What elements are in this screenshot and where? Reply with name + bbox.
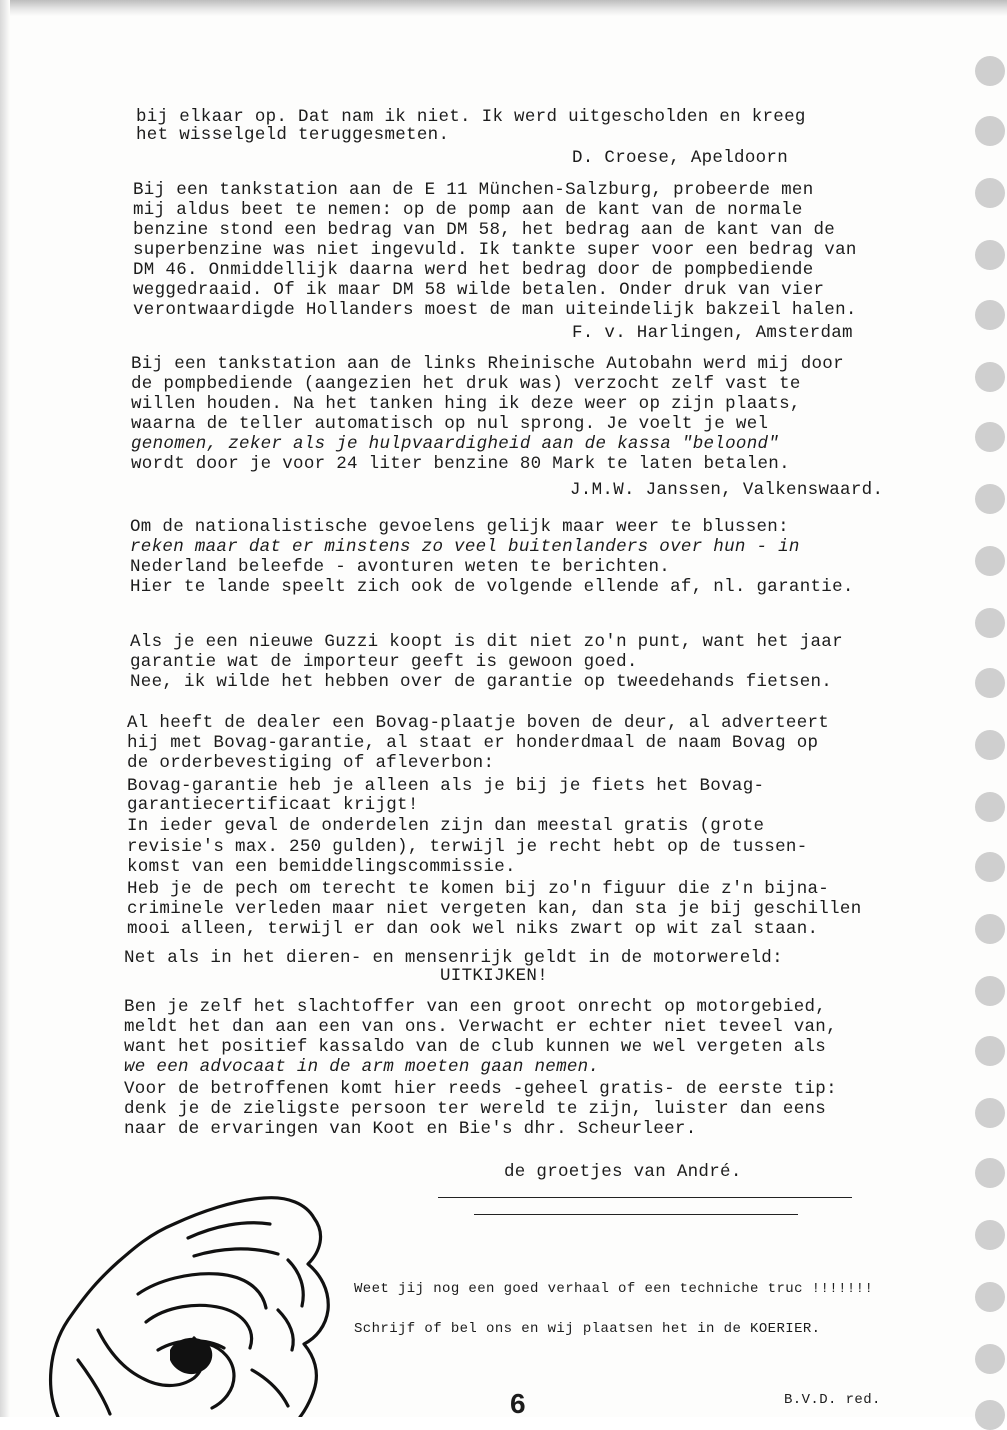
letter-signature: D. Croese, Apeldoorn (572, 148, 789, 168)
binder-hole (975, 1220, 1005, 1250)
text-line: Als je een nieuwe Guzzi koopt is dit niet zo'n punt, want het jaar (130, 632, 843, 652)
page-number: 6 (510, 1388, 526, 1419)
binder-hole (975, 300, 1005, 330)
text-line: meldt het dan aan een van ons. Verwacht er echter niet teveel van, (124, 1017, 837, 1037)
text-line: Voor de betroffenen komt hier reeds -geheel gratis- de eerste tip: (124, 1079, 837, 1099)
text-line: Al heeft de dealer een Bovag-plaatje boven de deur, al adverteert (127, 713, 830, 733)
text-line: Bij een tankstation aan de links Rheinische Autobahn werd mij door (131, 354, 844, 374)
binder-hole (975, 852, 1005, 882)
binder-hole (975, 976, 1005, 1006)
text-line: de pompbediende (aangezien het druk was) verzocht zelf vast te (131, 374, 801, 394)
text-line: revisie's max. 250 gulden), terwijl je recht hebt op de tussen- (127, 837, 808, 857)
text-line: bij elkaar op. Dat nam ik niet. Ik werd uitgescholden en kreeg (136, 107, 806, 127)
pointing-fist-illustration (38, 1190, 358, 1417)
binder-hole (975, 240, 1005, 270)
binder-hole (975, 1282, 1005, 1312)
binder-hole (975, 668, 1005, 698)
text-line: Nee, ik wilde het hebben over de garantie op tweedehands fietsen. (130, 672, 833, 692)
letter-signature: F. v. Harlingen, Amsterdam (572, 323, 853, 343)
text-line: want het positief kassaldo van de club kunnen we wel vergeten als (124, 1037, 827, 1057)
text-line: In ieder geval de onderdelen zijn dan meestal gratis (grote (127, 816, 765, 836)
binder-hole (975, 546, 1005, 576)
text-line: Bovag-garantie heb je alleen als je bij je fiets het Bovag- (127, 776, 765, 796)
binder-hole (975, 792, 1005, 822)
binder-hole (975, 362, 1005, 392)
text-line: Bij een tankstation aan de E 11 München-Salzburg, probeerde men (133, 180, 814, 200)
text-line: verontwaardigde Hollanders moest de man uiteindelijk bakzeil halen. (133, 300, 857, 320)
binder-hole (975, 1036, 1005, 1066)
letter-signature: J.M.W. Janssen, Valkenswaard. (570, 480, 884, 500)
text-line: Ben je zelf het slachtoffer van een groot onrecht op motorgebied, (124, 997, 827, 1017)
text-line: hij met Bovag-garantie, al staat er honderdmaal de naam Bovag op (127, 733, 819, 753)
text-line: wordt door je voor 24 liter benzine 80 Mark te laten betalen. (131, 454, 790, 474)
binder-hole (975, 1400, 1005, 1430)
callout-text: Schrijf of bel ons en wij plaatsen het in de KOERIER. (354, 1321, 821, 1337)
closing-signature: de groetjes van André. (504, 1162, 742, 1182)
text-line: komst van een bemiddelingscommissie. (127, 857, 516, 877)
scan-top-edge (0, 0, 1007, 16)
divider-line (438, 1197, 852, 1198)
text-line: naar de ervaringen van Koot en Bie's dhr. Scheurleer. (124, 1119, 697, 1139)
text-line: de orderbevestiging of afleverbon: (127, 753, 495, 773)
text-line: Heb je de pech om terecht te komen bij zo'n figuur die z'n bijna- (127, 879, 830, 899)
text-line: genomen, zeker als je hulpvaardigheid aan de kassa "beloond" (131, 434, 780, 454)
scan-left-edge (0, 0, 10, 1417)
callout-text: Weet jij nog een goed verhaal of een techniche truc !!!!!!! (354, 1281, 874, 1297)
text-line: weggedraaid. Of ik maar DM 58 wilde betalen. Onder druk van vier (133, 280, 825, 300)
binder-hole (975, 1344, 1005, 1374)
text-line: DM 46. Onmiddellijk daarna werd het bedrag door de pompbediende (133, 260, 814, 280)
divider-line (474, 1214, 798, 1215)
binder-hole (975, 56, 1005, 86)
text-line: het wisselgeld teruggesmeten. (136, 125, 450, 145)
binder-hole (975, 484, 1005, 514)
text-line: reken maar dat er minstens zo veel buitenlanders over hun - in (130, 537, 800, 557)
binder-hole (975, 730, 1005, 760)
binder-hole (975, 608, 1005, 638)
text-line: Om de nationalistische gevoelens gelijk maar weer te blussen: (130, 517, 789, 537)
editor-credit: B.V.D. red. (784, 1392, 881, 1408)
binder-hole (975, 178, 1005, 208)
binder-hole (975, 1158, 1005, 1188)
binder-hole (975, 1098, 1005, 1128)
text-line: criminele verleden maar niet vergeten kan, dan sta je bij geschillen (127, 899, 862, 919)
text-line: Nederland beleefde - avonturen weten te berichten. (130, 557, 671, 577)
text-line: superbenzine was niet ingevuld. Ik tankte super voor een bedrag van (133, 240, 857, 260)
binder-hole (975, 422, 1005, 452)
text-line: Hier te lande speelt zich ook de volgende ellende af, nl. garantie. (130, 577, 854, 597)
binder-hole (975, 914, 1005, 944)
text-line: garantiecertificaat krijgt! (127, 795, 419, 815)
text-line: garantie wat de importeur geeft is gewoon goed. (130, 652, 638, 672)
text-line: Net als in het dieren- en mensenrijk geldt in de motorwereld: (124, 948, 783, 968)
text-line: we een advocaat in de arm moeten gaan nemen. (124, 1057, 600, 1077)
binder-holes (967, 0, 1007, 1417)
binder-hole (975, 116, 1005, 146)
text-line: mooi alleen, terwijl er dan ook wel niks zwart op wit zal staan. (127, 919, 819, 939)
text-line-emphasis: UITKIJKEN! (440, 966, 549, 986)
text-line: willen houden. Na het tanken hing ik deze weer op zijn plaats, (131, 394, 801, 414)
text-line: waarna de teller automatisch op nul sprong. Je voelt je wel (131, 414, 769, 434)
text-line: denk je de zieligste persoon ter wereld te zijn, luister dan eens (124, 1099, 827, 1119)
text-line: benzine stond een bedrag van DM 58, het bedrag aan de kant van de (133, 220, 836, 240)
text-line: mij aldus beet te nemen: op de pomp aan de kant van de normale (133, 200, 803, 220)
